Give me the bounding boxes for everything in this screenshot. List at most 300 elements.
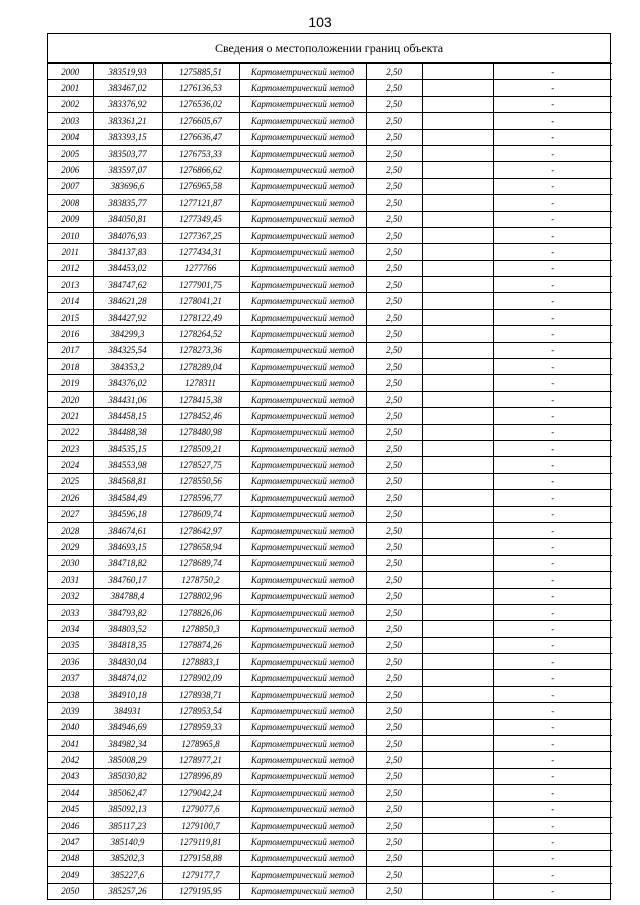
method-cell: Картометрический метод xyxy=(239,867,366,883)
empty-cell xyxy=(422,391,493,407)
point-number-cell: 2034 xyxy=(48,621,93,637)
y-coordinate-cell: 1277121,87 xyxy=(162,195,239,211)
method-cell: Картометрический метод xyxy=(239,637,366,653)
y-coordinate-cell: 1278750,2 xyxy=(162,572,239,588)
y-coordinate-cell: 1278977,21 xyxy=(162,752,239,768)
point-number-cell: 2024 xyxy=(48,457,93,473)
table-row xyxy=(48,195,612,211)
y-coordinate-cell: 1277349,45 xyxy=(162,211,239,227)
method-cell: Картометрический метод xyxy=(239,64,366,80)
point-number-cell: 2009 xyxy=(48,211,93,227)
y-coordinate-cell: 1279100,7 xyxy=(162,817,239,833)
table-row xyxy=(48,670,612,686)
point-number-cell: 2047 xyxy=(48,834,93,850)
note-cell: - xyxy=(493,359,612,375)
point-number-cell: 2032 xyxy=(48,588,93,604)
note-cell: - xyxy=(493,64,612,80)
point-number-cell: 2039 xyxy=(48,703,93,719)
x-coordinate-cell: 384553,98 xyxy=(93,457,162,473)
y-coordinate-cell: 1278527,75 xyxy=(162,457,239,473)
method-cell: Картометрический метод xyxy=(239,113,366,129)
method-cell: Картометрический метод xyxy=(239,424,366,440)
method-cell: Картометрический метод xyxy=(239,277,366,293)
table-row xyxy=(48,555,612,571)
empty-cell xyxy=(422,604,493,620)
point-number-cell: 2008 xyxy=(48,195,93,211)
note-cell: - xyxy=(493,113,612,129)
x-coordinate-cell: 384584,49 xyxy=(93,490,162,506)
empty-cell xyxy=(422,654,493,670)
table-row xyxy=(48,440,612,456)
y-coordinate-cell: 1279042,24 xyxy=(162,785,239,801)
x-coordinate-cell: 385227,6 xyxy=(93,867,162,883)
accuracy-cell: 2,50 xyxy=(366,736,422,752)
method-cell: Картометрический метод xyxy=(239,227,366,243)
x-coordinate-cell: 384353,2 xyxy=(93,359,162,375)
accuracy-cell: 2,50 xyxy=(366,539,422,555)
accuracy-cell: 2,50 xyxy=(366,96,422,112)
empty-cell xyxy=(422,801,493,817)
accuracy-cell: 2,50 xyxy=(366,850,422,866)
accuracy-cell: 2,50 xyxy=(366,719,422,735)
empty-cell xyxy=(422,817,493,833)
x-coordinate-cell: 384747,62 xyxy=(93,277,162,293)
accuracy-cell: 2,50 xyxy=(366,178,422,194)
empty-cell xyxy=(422,621,493,637)
x-coordinate-cell: 384788,4 xyxy=(93,588,162,604)
empty-cell xyxy=(422,277,493,293)
point-number-cell: 2035 xyxy=(48,637,93,653)
empty-cell xyxy=(422,752,493,768)
accuracy-cell: 2,50 xyxy=(366,227,422,243)
empty-cell xyxy=(422,113,493,129)
empty-cell xyxy=(422,572,493,588)
method-cell: Картометрический метод xyxy=(239,473,366,489)
method-cell: Картометрический метод xyxy=(239,572,366,588)
empty-cell xyxy=(422,850,493,866)
empty-cell xyxy=(422,211,493,227)
x-coordinate-cell: 384076,93 xyxy=(93,227,162,243)
table-row xyxy=(48,457,612,473)
empty-cell xyxy=(422,768,493,784)
empty-cell xyxy=(422,834,493,850)
method-cell: Картометрический метод xyxy=(239,703,366,719)
y-coordinate-cell: 1278996,89 xyxy=(162,768,239,784)
y-coordinate-cell: 1278874,26 xyxy=(162,637,239,653)
y-coordinate-cell: 1279077,6 xyxy=(162,801,239,817)
y-coordinate-cell: 1278273,36 xyxy=(162,342,239,358)
table-row xyxy=(48,260,612,276)
y-coordinate-cell: 1278609,74 xyxy=(162,506,239,522)
empty-cell xyxy=(422,490,493,506)
note-cell: - xyxy=(493,768,612,784)
table-row xyxy=(48,277,612,293)
x-coordinate-cell: 384299,3 xyxy=(93,326,162,342)
x-coordinate-cell: 385117,23 xyxy=(93,817,162,833)
empty-cell xyxy=(422,539,493,555)
accuracy-cell: 2,50 xyxy=(366,883,422,899)
x-coordinate-cell: 384488,38 xyxy=(93,424,162,440)
method-cell: Картометрический метод xyxy=(239,506,366,522)
table-row xyxy=(48,801,612,817)
method-cell: Картометрический метод xyxy=(239,145,366,161)
table-row xyxy=(48,375,612,391)
point-number-cell: 2050 xyxy=(48,883,93,899)
accuracy-cell: 2,50 xyxy=(366,473,422,489)
accuracy-cell: 2,50 xyxy=(366,834,422,850)
y-coordinate-cell: 1278902,09 xyxy=(162,670,239,686)
table-row xyxy=(48,572,612,588)
point-number-cell: 2030 xyxy=(48,555,93,571)
x-coordinate-cell: 383393,15 xyxy=(93,129,162,145)
table-row xyxy=(48,539,612,555)
point-number-cell: 2012 xyxy=(48,260,93,276)
y-coordinate-cell: 1278965,8 xyxy=(162,736,239,752)
empty-cell xyxy=(422,375,493,391)
note-cell: - xyxy=(493,244,612,260)
empty-cell xyxy=(422,719,493,735)
accuracy-cell: 2,50 xyxy=(366,293,422,309)
note-cell: - xyxy=(493,457,612,473)
table-row xyxy=(48,522,612,538)
accuracy-cell: 2,50 xyxy=(366,572,422,588)
table-row xyxy=(48,96,612,112)
table-row xyxy=(48,867,612,883)
accuracy-cell: 2,50 xyxy=(366,817,422,833)
coordinates-grid xyxy=(48,63,612,899)
note-cell: - xyxy=(493,604,612,620)
x-coordinate-cell: 383597,07 xyxy=(93,162,162,178)
accuracy-cell: 2,50 xyxy=(366,80,422,96)
method-cell: Картометрический метод xyxy=(239,178,366,194)
accuracy-cell: 2,50 xyxy=(366,162,422,178)
empty-cell xyxy=(422,457,493,473)
y-coordinate-cell: 1278658,94 xyxy=(162,539,239,555)
method-cell: Картометрический метод xyxy=(239,490,366,506)
method-cell: Картометрический метод xyxy=(239,817,366,833)
table-row xyxy=(48,785,612,801)
empty-cell xyxy=(422,309,493,325)
x-coordinate-cell: 384803,52 xyxy=(93,621,162,637)
x-coordinate-cell: 384568,81 xyxy=(93,473,162,489)
y-coordinate-cell: 1278642,97 xyxy=(162,522,239,538)
x-coordinate-cell: 383467,02 xyxy=(93,80,162,96)
accuracy-cell: 2,50 xyxy=(366,703,422,719)
point-number-cell: 2023 xyxy=(48,440,93,456)
note-cell: - xyxy=(493,293,612,309)
note-cell: - xyxy=(493,424,612,440)
empty-cell xyxy=(422,883,493,899)
method-cell: Картометрический метод xyxy=(239,686,366,702)
method-cell: Картометрический метод xyxy=(239,752,366,768)
y-coordinate-cell: 1276636,47 xyxy=(162,129,239,145)
method-cell: Картометрический метод xyxy=(239,883,366,899)
point-number-cell: 2014 xyxy=(48,293,93,309)
table-row xyxy=(48,621,612,637)
accuracy-cell: 2,50 xyxy=(366,195,422,211)
table-row xyxy=(48,391,612,407)
point-number-cell: 2016 xyxy=(48,326,93,342)
y-coordinate-cell: 1276605,67 xyxy=(162,113,239,129)
y-coordinate-cell: 1279119,81 xyxy=(162,834,239,850)
x-coordinate-cell: 385140,9 xyxy=(93,834,162,850)
point-number-cell: 2026 xyxy=(48,490,93,506)
accuracy-cell: 2,50 xyxy=(366,752,422,768)
note-cell: - xyxy=(493,522,612,538)
note-cell: - xyxy=(493,670,612,686)
note-cell: - xyxy=(493,277,612,293)
x-coordinate-cell: 384910,18 xyxy=(93,686,162,702)
y-coordinate-cell: 1278596,77 xyxy=(162,490,239,506)
empty-cell xyxy=(422,555,493,571)
point-number-cell: 2005 xyxy=(48,145,93,161)
table-row xyxy=(48,768,612,784)
note-cell: - xyxy=(493,440,612,456)
table-row xyxy=(48,637,612,653)
x-coordinate-cell: 384431,06 xyxy=(93,391,162,407)
table-row xyxy=(48,473,612,489)
page-number: 103 xyxy=(308,14,332,30)
method-cell: Картометрический метод xyxy=(239,96,366,112)
x-coordinate-cell: 383361,21 xyxy=(93,113,162,129)
y-coordinate-cell: 1278509,21 xyxy=(162,440,239,456)
accuracy-cell: 2,50 xyxy=(366,801,422,817)
x-coordinate-cell: 383696,6 xyxy=(93,178,162,194)
x-coordinate-cell: 384453,02 xyxy=(93,260,162,276)
accuracy-cell: 2,50 xyxy=(366,244,422,260)
y-coordinate-cell: 1276866,62 xyxy=(162,162,239,178)
y-coordinate-cell: 1278938,71 xyxy=(162,686,239,702)
x-coordinate-cell: 385008,29 xyxy=(93,752,162,768)
empty-cell xyxy=(422,686,493,702)
accuracy-cell: 2,50 xyxy=(366,211,422,227)
method-cell: Картометрический метод xyxy=(239,359,366,375)
method-cell: Картометрический метод xyxy=(239,375,366,391)
x-coordinate-cell: 384982,34 xyxy=(93,736,162,752)
y-coordinate-cell: 1278826,06 xyxy=(162,604,239,620)
x-coordinate-cell: 384137,83 xyxy=(93,244,162,260)
accuracy-cell: 2,50 xyxy=(366,785,422,801)
note-cell: - xyxy=(493,309,612,325)
note-cell: - xyxy=(493,867,612,883)
point-number-cell: 2025 xyxy=(48,473,93,489)
point-number-cell: 2019 xyxy=(48,375,93,391)
point-number-cell: 2013 xyxy=(48,277,93,293)
point-number-cell: 2045 xyxy=(48,801,93,817)
point-number-cell: 2022 xyxy=(48,424,93,440)
empty-cell xyxy=(422,473,493,489)
point-number-cell: 2002 xyxy=(48,96,93,112)
note-cell: - xyxy=(493,391,612,407)
empty-cell xyxy=(422,588,493,604)
point-number-cell: 2020 xyxy=(48,391,93,407)
point-number-cell: 2006 xyxy=(48,162,93,178)
note-cell: - xyxy=(493,473,612,489)
note-cell: - xyxy=(493,588,612,604)
x-coordinate-cell: 384931 xyxy=(93,703,162,719)
x-coordinate-cell: 385030,82 xyxy=(93,768,162,784)
x-coordinate-cell: 383519,93 xyxy=(93,64,162,80)
empty-cell xyxy=(422,637,493,653)
accuracy-cell: 2,50 xyxy=(366,64,422,80)
table-row xyxy=(48,834,612,850)
empty-cell xyxy=(422,178,493,194)
table-row xyxy=(48,703,612,719)
point-number-cell: 2017 xyxy=(48,342,93,358)
empty-cell xyxy=(422,703,493,719)
accuracy-cell: 2,50 xyxy=(366,391,422,407)
empty-cell xyxy=(422,424,493,440)
x-coordinate-cell: 384050,81 xyxy=(93,211,162,227)
x-coordinate-cell: 384760,17 xyxy=(93,572,162,588)
point-number-cell: 2028 xyxy=(48,522,93,538)
empty-cell xyxy=(422,162,493,178)
method-cell: Картометрический метод xyxy=(239,604,366,620)
accuracy-cell: 2,50 xyxy=(366,424,422,440)
y-coordinate-cell: 1278264,52 xyxy=(162,326,239,342)
empty-cell xyxy=(422,293,493,309)
y-coordinate-cell: 1279195,95 xyxy=(162,883,239,899)
table-row xyxy=(48,752,612,768)
method-cell: Картометрический метод xyxy=(239,670,366,686)
point-number-cell: 2033 xyxy=(48,604,93,620)
table-row xyxy=(48,145,612,161)
y-coordinate-cell: 1278959,33 xyxy=(162,719,239,735)
method-cell: Картометрический метод xyxy=(239,457,366,473)
point-number-cell: 2048 xyxy=(48,850,93,866)
empty-cell xyxy=(422,145,493,161)
x-coordinate-cell: 384596,18 xyxy=(93,506,162,522)
boundary-coordinates-table xyxy=(47,33,611,900)
method-cell: Картометрический метод xyxy=(239,211,366,227)
accuracy-cell: 2,50 xyxy=(366,326,422,342)
note-cell: - xyxy=(493,211,612,227)
empty-cell xyxy=(422,129,493,145)
empty-cell xyxy=(422,244,493,260)
table-row xyxy=(48,178,612,194)
note-cell: - xyxy=(493,637,612,653)
y-coordinate-cell: 1276536,02 xyxy=(162,96,239,112)
point-number-cell: 2003 xyxy=(48,113,93,129)
method-cell: Картометрический метод xyxy=(239,621,366,637)
method-cell: Картометрический метод xyxy=(239,834,366,850)
method-cell: Картометрический метод xyxy=(239,719,366,735)
note-cell: - xyxy=(493,752,612,768)
point-number-cell: 2037 xyxy=(48,670,93,686)
note-cell: - xyxy=(493,703,612,719)
y-coordinate-cell: 1276136,53 xyxy=(162,80,239,96)
accuracy-cell: 2,50 xyxy=(366,440,422,456)
y-coordinate-cell: 1278883,1 xyxy=(162,654,239,670)
note-cell: - xyxy=(493,80,612,96)
point-number-cell: 2010 xyxy=(48,227,93,243)
empty-cell xyxy=(422,227,493,243)
accuracy-cell: 2,50 xyxy=(366,506,422,522)
method-cell: Картометрический метод xyxy=(239,260,366,276)
method-cell: Картометрический метод xyxy=(239,768,366,784)
point-number-cell: 2018 xyxy=(48,359,93,375)
accuracy-cell: 2,50 xyxy=(366,260,422,276)
note-cell: - xyxy=(493,195,612,211)
accuracy-cell: 2,50 xyxy=(366,375,422,391)
x-coordinate-cell: 384325,54 xyxy=(93,342,162,358)
method-cell: Картометрический метод xyxy=(239,654,366,670)
note-cell: - xyxy=(493,555,612,571)
table-row xyxy=(48,424,612,440)
empty-cell xyxy=(422,440,493,456)
table-row xyxy=(48,654,612,670)
note-cell: - xyxy=(493,375,612,391)
method-cell: Картометрический метод xyxy=(239,588,366,604)
accuracy-cell: 2,50 xyxy=(366,490,422,506)
empty-cell xyxy=(422,506,493,522)
table-row xyxy=(48,850,612,866)
y-coordinate-cell: 1278550,56 xyxy=(162,473,239,489)
x-coordinate-cell: 384427,92 xyxy=(93,309,162,325)
point-number-cell: 2042 xyxy=(48,752,93,768)
x-coordinate-cell: 384458,15 xyxy=(93,408,162,424)
table-row xyxy=(48,309,612,325)
x-coordinate-cell: 384874,02 xyxy=(93,670,162,686)
y-coordinate-cell: 1277367,25 xyxy=(162,227,239,243)
method-cell: Картометрический метод xyxy=(239,195,366,211)
accuracy-cell: 2,50 xyxy=(366,867,422,883)
accuracy-cell: 2,50 xyxy=(366,768,422,784)
table-row xyxy=(48,80,612,96)
accuracy-cell: 2,50 xyxy=(366,457,422,473)
empty-cell xyxy=(422,195,493,211)
table-row xyxy=(48,736,612,752)
note-cell: - xyxy=(493,850,612,866)
y-coordinate-cell: 1279177,7 xyxy=(162,867,239,883)
x-coordinate-cell: 384818,35 xyxy=(93,637,162,653)
point-number-cell: 2041 xyxy=(48,736,93,752)
table-body xyxy=(48,64,612,899)
accuracy-cell: 2,50 xyxy=(366,277,422,293)
note-cell: - xyxy=(493,801,612,817)
x-coordinate-cell: 384693,15 xyxy=(93,539,162,555)
note-cell: - xyxy=(493,621,612,637)
note-cell: - xyxy=(493,539,612,555)
note-cell: - xyxy=(493,162,612,178)
note-cell: - xyxy=(493,883,612,899)
empty-cell xyxy=(422,64,493,80)
empty-cell xyxy=(422,522,493,538)
table-row xyxy=(48,64,612,80)
note-cell: - xyxy=(493,686,612,702)
table-row xyxy=(48,293,612,309)
accuracy-cell: 2,50 xyxy=(366,555,422,571)
method-cell: Картометрический метод xyxy=(239,391,366,407)
note-cell: - xyxy=(493,260,612,276)
point-number-cell: 2036 xyxy=(48,654,93,670)
y-coordinate-cell: 1279158,88 xyxy=(162,850,239,866)
table-row xyxy=(48,359,612,375)
table-row xyxy=(48,686,612,702)
note-cell: - xyxy=(493,178,612,194)
y-coordinate-cell: 1278953,54 xyxy=(162,703,239,719)
point-number-cell: 2038 xyxy=(48,686,93,702)
table-row xyxy=(48,244,612,260)
table-row xyxy=(48,211,612,227)
y-coordinate-cell: 1275885,51 xyxy=(162,64,239,80)
x-coordinate-cell: 384793,82 xyxy=(93,604,162,620)
x-coordinate-cell: 383503,77 xyxy=(93,145,162,161)
accuracy-cell: 2,50 xyxy=(366,686,422,702)
point-number-cell: 2027 xyxy=(48,506,93,522)
method-cell: Картометрический метод xyxy=(239,244,366,260)
accuracy-cell: 2,50 xyxy=(366,309,422,325)
